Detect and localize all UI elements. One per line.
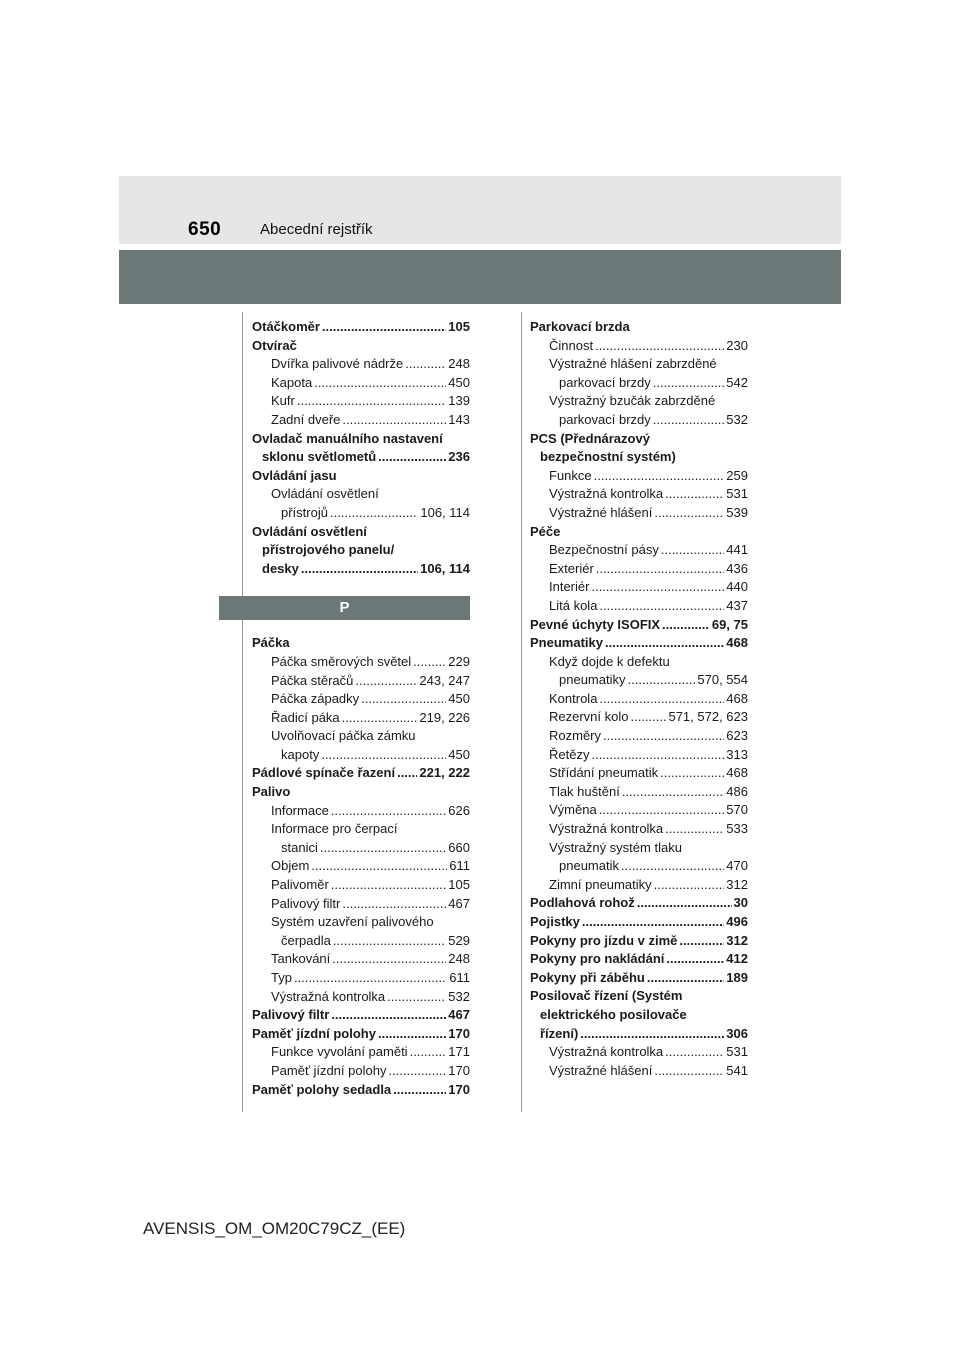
index-entry xyxy=(252,337,470,356)
dot-leader xyxy=(647,969,724,988)
entry-text: bezpečnostní systém) xyxy=(540,449,676,465)
entry-text: Výstražné hlášení xyxy=(549,504,653,520)
index-entry xyxy=(252,913,470,950)
entry-page: 623 xyxy=(726,728,748,744)
dot-leader xyxy=(580,1025,724,1044)
entry-text: Otvírač xyxy=(252,337,297,353)
entry-page: 571, 572, 623 xyxy=(668,709,748,725)
dot-leader xyxy=(410,1043,447,1062)
entry-page: 467 xyxy=(448,1007,470,1023)
entry-text: Řadicí páka xyxy=(271,709,340,725)
entry-page: 306 xyxy=(726,1025,748,1041)
index-entry xyxy=(530,820,748,839)
dot-leader xyxy=(361,690,446,709)
entry-page: 189 xyxy=(726,969,748,985)
entry-text: Výstražné hlášení zabrzděné xyxy=(549,356,717,372)
entry-text: Výměna xyxy=(549,802,597,818)
dot-leader xyxy=(355,672,417,691)
entry-text: Paměť jízdní polohy xyxy=(271,1062,387,1078)
index-entry xyxy=(252,1062,470,1081)
dot-leader xyxy=(661,541,724,560)
entry-text: Palivový filtr xyxy=(271,895,341,911)
index-entry xyxy=(530,876,748,895)
entry-page: 143 xyxy=(448,411,470,427)
entry-page: 450 xyxy=(448,691,470,707)
entry-page: 69, 75 xyxy=(711,616,748,632)
entry-page: 106, 114 xyxy=(420,504,470,520)
dot-leader xyxy=(332,950,446,969)
entry-text: Systém uzavření palivového xyxy=(271,914,434,930)
index-entry xyxy=(530,597,748,616)
index-column-right xyxy=(530,318,748,1080)
index-entry xyxy=(530,690,748,709)
dot-leader xyxy=(342,895,446,914)
dot-leader xyxy=(591,578,724,597)
entry-text: Podlahová rohož xyxy=(530,895,635,911)
entry-text: Ovládání jasu xyxy=(252,467,337,483)
index-entry xyxy=(530,616,748,635)
entry-text: Funkce xyxy=(549,467,592,483)
entry-text: parkovací brzdy xyxy=(559,411,651,427)
index-entry xyxy=(252,820,470,857)
index-entry xyxy=(252,355,470,374)
entry-page: 259 xyxy=(726,467,748,483)
entry-text: Když dojde k defektu xyxy=(549,653,670,669)
entry-page: 531 xyxy=(726,1044,748,1060)
entry-text: Kapota xyxy=(271,374,313,390)
entry-text: Páčka xyxy=(252,635,290,651)
index-entry xyxy=(530,485,748,504)
entry-text: Výstražné hlášení xyxy=(549,1062,653,1078)
index-entry xyxy=(252,523,470,579)
entry-page: 542 xyxy=(726,374,748,390)
letter-heading-p: P xyxy=(219,596,470,620)
entry-text: Výstražná kontrolka xyxy=(549,821,664,837)
index-entry xyxy=(252,1081,470,1100)
entry-text: Informace pro čerpací xyxy=(271,821,398,837)
dot-leader xyxy=(665,820,724,839)
dot-leader xyxy=(320,839,446,858)
index-entry xyxy=(530,355,748,392)
entry-page: 170 xyxy=(448,1081,470,1097)
dot-leader xyxy=(665,1043,724,1062)
entry-text: Interiér xyxy=(549,579,590,595)
entry-page: 243, 247 xyxy=(419,672,470,688)
entry-page: 30 xyxy=(733,895,748,911)
entry-text: stanici xyxy=(281,839,318,855)
entry-page: 468 xyxy=(726,635,748,651)
page-number: 650 xyxy=(188,219,222,240)
index-entry xyxy=(252,876,470,895)
index-entry xyxy=(252,690,470,709)
dot-leader xyxy=(311,857,447,876)
entry-page: 496 xyxy=(726,914,748,929)
entry-page: 450 xyxy=(448,746,470,762)
entry-text: Pokyny pro nakládání xyxy=(530,951,665,967)
dot-leader xyxy=(330,504,418,523)
index-entry xyxy=(252,802,470,821)
right-column-rule xyxy=(521,312,522,1112)
entry-text: Parkovací brzda xyxy=(530,319,630,334)
entry-page: 221, 222 xyxy=(419,765,470,781)
entry-text: Pokyny pro jízdu v zimě xyxy=(530,932,678,948)
entry-text: řízení) xyxy=(540,1025,579,1041)
dot-leader xyxy=(599,597,724,616)
entry-page: 470 xyxy=(726,858,748,874)
index-entry xyxy=(252,1043,470,1062)
section-title: Abecední rejstřík xyxy=(260,221,373,238)
dot-leader xyxy=(594,467,725,486)
dot-leader xyxy=(393,1081,446,1100)
entry-page: 541 xyxy=(726,1062,748,1078)
entry-page: 312 xyxy=(726,876,748,892)
entry-text: Kontrola xyxy=(549,690,598,706)
entry-text: Ovládání osvětlení xyxy=(252,523,367,539)
entry-page: 436 xyxy=(726,560,748,576)
entry-text: Ovladač manuálního nastavení xyxy=(252,430,443,446)
index-entry xyxy=(530,392,748,429)
index-entry xyxy=(252,1006,470,1025)
dot-leader xyxy=(301,560,418,579)
index-entry xyxy=(530,523,748,542)
index-entry xyxy=(252,672,470,691)
header-dark-band xyxy=(119,250,841,304)
dot-leader xyxy=(637,894,732,913)
entry-text: Rozměry xyxy=(549,728,602,744)
entry-text: desky xyxy=(262,560,299,576)
index-entry xyxy=(530,969,748,988)
index-entry xyxy=(252,764,470,783)
index-group-p xyxy=(252,634,470,1099)
entry-page: 412 xyxy=(726,951,748,967)
index-entry xyxy=(530,783,748,802)
dot-leader xyxy=(331,876,447,895)
index-entry xyxy=(252,950,470,969)
entry-text: sklonu světlometů xyxy=(262,449,377,465)
index-entry xyxy=(530,764,748,783)
index-entry xyxy=(252,1025,470,1044)
dot-leader xyxy=(599,801,725,820)
entry-text: parkovací brzdy xyxy=(559,374,651,390)
entry-page: 441 xyxy=(726,542,748,558)
entry-page: 660 xyxy=(448,839,470,855)
dot-leader xyxy=(666,950,724,969)
entry-text: Výstražný systém tlaku xyxy=(549,839,682,855)
index-entry xyxy=(252,430,470,467)
dot-leader xyxy=(405,355,446,374)
entry-text: Objem xyxy=(271,858,310,874)
dot-leader xyxy=(297,392,446,411)
entry-text: Dvířka palivové nádrže xyxy=(271,356,404,372)
index-entry xyxy=(252,709,470,728)
entry-text: Exteriér xyxy=(549,560,594,576)
index-entry xyxy=(530,578,748,597)
entry-page: 139 xyxy=(448,393,470,409)
entry-text: Ovládání osvětlení xyxy=(271,486,379,502)
dot-leader xyxy=(660,764,724,783)
dot-leader xyxy=(331,1006,446,1025)
entry-page: 532 xyxy=(726,411,748,427)
header-top-band xyxy=(119,176,841,244)
entry-page: 532 xyxy=(448,988,470,1004)
dot-leader xyxy=(679,932,724,951)
entry-text: Zimní pneumatiky xyxy=(549,876,652,892)
index-entry xyxy=(530,987,748,1043)
index-entry xyxy=(252,634,470,653)
entry-text: Palivový filtr xyxy=(252,1007,330,1023)
index-entry xyxy=(252,392,470,411)
entry-text: Paměť polohy sedadla xyxy=(252,1081,392,1097)
entry-page: 105 xyxy=(448,319,470,334)
dot-leader xyxy=(378,1025,446,1044)
entry-text: přístrojového panelu/ xyxy=(262,542,395,558)
entry-page: 248 xyxy=(448,951,470,967)
index-entry xyxy=(252,969,470,988)
entry-text: Výstražná kontrolka xyxy=(271,988,386,1004)
dot-leader xyxy=(333,932,446,951)
dot-leader xyxy=(653,374,725,393)
entry-page: 570 xyxy=(726,802,748,818)
entry-text: Kufr xyxy=(271,393,295,409)
index-entry xyxy=(252,318,470,337)
entry-page: 219, 226 xyxy=(419,709,470,725)
entry-text: kapoty xyxy=(281,746,320,762)
entry-text: Pneumatiky xyxy=(530,635,603,651)
index-entry xyxy=(530,932,748,951)
entry-text: Činnost xyxy=(549,337,594,353)
entry-text: Střídání pneumatik xyxy=(549,765,659,781)
entry-text: Informace xyxy=(271,802,329,818)
index-entry xyxy=(252,857,470,876)
entry-page: 170 xyxy=(448,1025,470,1041)
index-entry xyxy=(530,430,748,467)
index-entry xyxy=(530,653,748,690)
entry-page: 486 xyxy=(726,783,748,799)
dot-leader xyxy=(321,746,446,765)
entry-text: Uvolňovací páčka zámku xyxy=(271,728,416,744)
dot-leader xyxy=(342,709,418,728)
entry-page: 570, 554 xyxy=(697,672,748,688)
entry-page: 437 xyxy=(726,597,748,613)
entry-text: Výstražný bzučák zabrzděné xyxy=(549,393,716,409)
dot-leader xyxy=(413,653,446,672)
document-code: AVENSIS_OM_OM20C79CZ_(EE) xyxy=(143,1219,406,1238)
dot-leader xyxy=(591,746,724,765)
entry-text: Otáčkoměr xyxy=(252,319,320,334)
dot-leader xyxy=(654,504,724,523)
entry-text: Rezervní kolo xyxy=(549,709,629,725)
entry-text: Tlak huštění xyxy=(549,783,620,799)
entry-page: 171 xyxy=(448,1044,470,1060)
entry-page: 468 xyxy=(726,765,748,781)
index-group-o xyxy=(252,318,470,578)
dot-leader xyxy=(654,1062,724,1081)
entry-page: 230 xyxy=(726,337,748,353)
entry-text: čerpadla xyxy=(281,932,331,948)
entry-text: Palivo xyxy=(252,784,291,800)
dot-leader xyxy=(595,337,724,356)
entry-page: 531 xyxy=(726,486,748,502)
dot-leader xyxy=(294,969,447,988)
entry-text: elektrického posilovače xyxy=(540,1006,687,1022)
dot-leader xyxy=(378,448,446,467)
dot-leader xyxy=(322,318,446,337)
entry-text: Výstražná kontrolka xyxy=(549,1044,664,1060)
entry-text: Pádlové spínače řazení xyxy=(252,765,396,781)
entry-text: Řetězy xyxy=(549,746,590,762)
entry-text: PCS (Přednárazový xyxy=(530,430,650,446)
dot-leader xyxy=(397,764,417,783)
dot-leader xyxy=(622,783,724,802)
entry-page: 529 xyxy=(448,932,470,948)
index-entry xyxy=(530,634,748,653)
dot-leader xyxy=(605,634,724,653)
index-entry xyxy=(252,374,470,393)
dot-leader xyxy=(331,802,446,821)
entry-page: 611 xyxy=(449,858,470,874)
index-entry xyxy=(252,653,470,672)
entry-text: Péče xyxy=(530,523,561,539)
entry-text: Tankování xyxy=(271,951,331,967)
dot-leader xyxy=(621,857,724,876)
index-entry xyxy=(530,1043,748,1062)
entry-page: 467 xyxy=(448,895,470,911)
entry-page: 105 xyxy=(448,877,470,893)
index-entry xyxy=(530,541,748,560)
index-entry xyxy=(530,746,748,765)
dot-leader xyxy=(599,690,724,709)
entry-page: 468 xyxy=(726,690,748,706)
entry-text: Pojistky xyxy=(530,914,580,929)
dot-leader xyxy=(314,374,446,393)
index-entry xyxy=(252,727,470,764)
entry-page: 440 xyxy=(726,579,748,595)
dot-leader xyxy=(603,727,724,746)
index-entry xyxy=(530,337,748,356)
index-column-left xyxy=(252,318,470,1099)
entry-text: Posilovač řízení (Systém xyxy=(530,988,683,1004)
entry-text: pneumatiky xyxy=(559,672,626,688)
dot-leader xyxy=(654,876,725,895)
index-entry xyxy=(530,913,748,932)
dot-leader xyxy=(662,616,710,635)
entry-text: Typ xyxy=(271,970,292,985)
entry-page: 229 xyxy=(448,653,470,669)
dot-leader xyxy=(653,411,725,430)
dot-leader xyxy=(627,671,695,690)
entry-page: 539 xyxy=(726,504,748,520)
entry-text: Výstražná kontrolka xyxy=(549,486,664,502)
entry-text: Pevné úchyty ISOFIX xyxy=(530,616,661,632)
index-entry xyxy=(252,467,470,486)
index-entry xyxy=(252,485,470,522)
dot-leader xyxy=(665,485,724,504)
entry-page: 236 xyxy=(448,449,470,465)
entry-text: Litá kola xyxy=(549,597,598,613)
entry-page: 313 xyxy=(726,746,748,762)
dot-leader xyxy=(387,988,446,1007)
entry-page: 611 xyxy=(449,970,470,985)
index-entry xyxy=(252,783,470,802)
entry-text: pneumatik xyxy=(559,858,619,874)
index-entry xyxy=(530,467,748,486)
entry-text: Páčka západky xyxy=(271,691,360,707)
entry-text: Bezpečnostní pásy xyxy=(549,542,659,558)
dot-leader xyxy=(388,1062,446,1081)
entry-text: Pokyny při záběhu xyxy=(530,969,645,985)
entry-page: 626 xyxy=(448,802,470,818)
entry-text: Zadní dveře xyxy=(271,411,341,427)
entry-page: 106, 114 xyxy=(420,560,470,576)
dot-leader xyxy=(582,913,724,932)
index-entry xyxy=(530,950,748,969)
entry-text: přístrojů xyxy=(281,504,328,520)
index-entry xyxy=(252,988,470,1007)
index-entry xyxy=(530,560,748,579)
entry-text: Funkce vyvolání paměti xyxy=(271,1044,408,1060)
dot-leader xyxy=(630,708,666,727)
entry-text: Paměť jízdní polohy xyxy=(252,1025,376,1041)
index-entry xyxy=(252,895,470,914)
index-entry xyxy=(252,411,470,430)
index-entry xyxy=(530,839,748,876)
left-column-rule xyxy=(242,312,243,1112)
entry-page: 170 xyxy=(448,1062,470,1078)
index-entry xyxy=(530,1062,748,1081)
index-entry xyxy=(530,318,748,337)
entry-page: 450 xyxy=(448,374,470,390)
index-entry xyxy=(530,801,748,820)
entry-text: Páčka směrových světel xyxy=(271,653,412,669)
entry-page: 248 xyxy=(448,356,470,372)
entry-page: 312 xyxy=(726,932,748,948)
dot-leader xyxy=(342,411,446,430)
index-entry xyxy=(530,504,748,523)
entry-page: 533 xyxy=(726,821,748,837)
index-entry xyxy=(530,708,748,727)
dot-leader xyxy=(596,560,725,579)
entry-text: Palivoměr xyxy=(271,877,329,893)
index-entry xyxy=(530,727,748,746)
entry-text: Páčka stěračů xyxy=(271,672,354,688)
index-entry xyxy=(530,894,748,913)
